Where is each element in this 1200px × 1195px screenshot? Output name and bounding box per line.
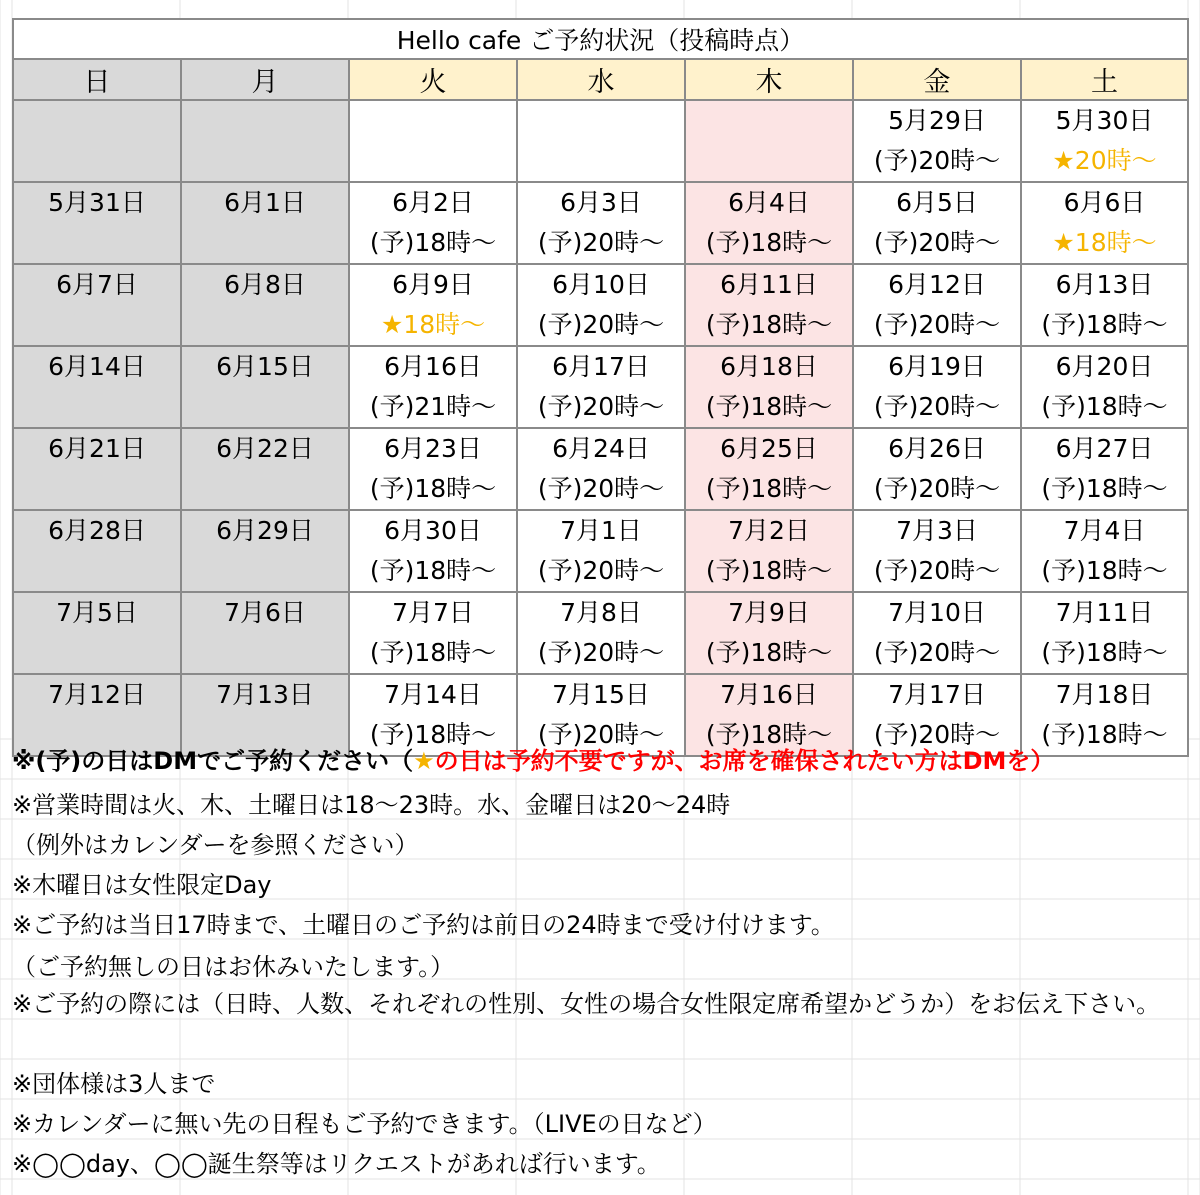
- day-date: 6月25日: [720, 434, 818, 463]
- reservation-time: (予)18時～: [1041, 392, 1168, 421]
- day-cell: [685, 346, 853, 428]
- day-cell: [13, 100, 181, 182]
- note-business-hours: ※営業時間は火、木、土曜日は18～23時。水、金曜日は20～24時: [12, 791, 731, 819]
- day-date: 6月18日: [720, 352, 818, 381]
- weekday-header: 木: [685, 59, 853, 100]
- day-cell: [181, 510, 349, 592]
- note-text: ※(予)の日はDMでご予約ください（: [12, 747, 414, 775]
- day-date: 7月6日: [224, 598, 306, 627]
- reservation-time: (予)18時～: [369, 638, 497, 667]
- day-date: 6月24日: [552, 434, 650, 463]
- note-exceptions: （例外はカレンダーを参照ください）: [12, 831, 419, 859]
- reservation-time: [14, 551, 180, 591]
- day-date: 6月29日: [216, 516, 314, 545]
- reservation-time: [686, 141, 852, 181]
- day-date: 7月12日: [48, 680, 146, 709]
- day-date: 6月26日: [888, 434, 986, 463]
- day-cell: [853, 264, 1021, 346]
- day-cell: [349, 264, 517, 346]
- day-cell: [1021, 264, 1188, 346]
- reservation-time: [14, 633, 180, 673]
- reservation-time: (予)20時～: [873, 392, 1001, 421]
- note-ladies-day: ※木曜日は女性限定Day: [12, 871, 272, 899]
- week-row: [13, 346, 1188, 428]
- reservation-time: [182, 141, 348, 181]
- weekday-header: 金: [853, 59, 1021, 100]
- weekday-header: 土: [1021, 59, 1188, 100]
- note-reservation-dm: [12, 741, 1187, 776]
- day-cell: [349, 428, 517, 510]
- day-date: 6月28日: [48, 516, 146, 545]
- weekday-header: 日: [13, 59, 181, 100]
- week-row: [13, 592, 1188, 674]
- day-date: 6月15日: [216, 352, 314, 381]
- reservation-time: (予)18時～: [369, 228, 497, 257]
- day-cell: [685, 182, 853, 264]
- day-cell: [685, 592, 853, 674]
- day-date: 6月30日: [384, 516, 482, 545]
- day-cell: [181, 100, 349, 182]
- reservation-time: [182, 551, 348, 591]
- day-date: 6月21日: [48, 434, 146, 463]
- day-cell: [13, 264, 181, 346]
- reservation-time: [14, 141, 180, 181]
- day-cell: [1021, 592, 1188, 674]
- day-cell: [349, 346, 517, 428]
- day-cell: [517, 182, 685, 264]
- week-row: [13, 428, 1188, 510]
- reservation-time: (予)20時～: [537, 638, 665, 667]
- day-date: 6月22日: [216, 434, 314, 463]
- day-cell: [517, 428, 685, 510]
- day-cell: [13, 510, 181, 592]
- day-date: 6月8日: [224, 270, 306, 299]
- day-date: 7月7日: [392, 598, 474, 627]
- day-date: 7月16日: [720, 680, 818, 709]
- day-date: 6月9日: [392, 270, 474, 299]
- day-date: 7月14日: [384, 680, 482, 709]
- page-title: Hello cafe ご予約状況（投稿時点）: [13, 19, 1188, 59]
- day-cell: [181, 592, 349, 674]
- reservation-time: (予)20時～: [873, 638, 1001, 667]
- day-date: 6月27日: [1055, 434, 1154, 463]
- note-group-size: ※団体様は3人まで: [12, 1070, 216, 1098]
- day-date: [350, 101, 516, 141]
- day-date: 7月9日: [728, 598, 810, 627]
- week-row: [13, 510, 1188, 592]
- reservation-time: [182, 305, 348, 345]
- reservation-time: (予)20時～: [537, 556, 665, 585]
- day-date: 6月2日: [392, 188, 474, 217]
- day-date: 6月3日: [560, 188, 642, 217]
- note-booking-info: ※ご予約の際には（日時、人数、それぞれの性別、女性の場合女性限定席希望かどうか）をお伝え下さい。: [12, 990, 1161, 1018]
- walk-in-time: ★18時～: [1052, 228, 1157, 257]
- reservation-time: (予)20時～: [537, 392, 665, 421]
- day-cell: [685, 428, 853, 510]
- day-date: 7月8日: [560, 598, 642, 627]
- day-cell: [181, 346, 349, 428]
- weekday-header: 水: [517, 59, 685, 100]
- day-cell: [853, 182, 1021, 264]
- calendar-body: [13, 100, 1188, 756]
- reservation-time: (予)20時～: [537, 228, 665, 257]
- reservation-time: [182, 223, 348, 263]
- day-date: 6月1日: [224, 188, 306, 217]
- reservation-time: (予)18時～: [1041, 310, 1168, 339]
- day-cell: [1021, 182, 1188, 264]
- reservation-time: (予)18時～: [369, 556, 497, 585]
- day-cell: [517, 592, 685, 674]
- day-date: 6月12日: [888, 270, 986, 299]
- note-requests: ※◯◯day、◯◯誕生祭等はリクエストがあれば行います。: [12, 1150, 661, 1178]
- reservation-time: [182, 469, 348, 509]
- day-date: 6月20日: [1055, 352, 1154, 381]
- day-date: 7月5日: [56, 598, 138, 627]
- day-date: 6月23日: [384, 434, 482, 463]
- day-date: 6月19日: [888, 352, 986, 381]
- note-deadline: ※ご予約は当日17時まで、土曜日のご予約は前日の24時まで受け付けます。: [12, 911, 835, 939]
- reservation-time: (予)18時～: [369, 474, 497, 503]
- reservation-time: (予)20時～: [873, 228, 1001, 257]
- day-cell: [349, 592, 517, 674]
- day-cell: [517, 264, 685, 346]
- reservation-time: [182, 633, 348, 673]
- reservation-time: (予)20時～: [873, 556, 1001, 585]
- day-date: [182, 101, 348, 141]
- day-cell: [181, 182, 349, 264]
- reservation-time: [518, 141, 684, 181]
- reservation-time: (予)18時～: [705, 638, 833, 667]
- day-date: 6月14日: [48, 352, 146, 381]
- weekday-header: 火: [349, 59, 517, 100]
- week-row: [13, 182, 1188, 264]
- walk-in-time: ★18時～: [380, 310, 486, 339]
- reservation-time: [182, 387, 348, 427]
- day-cell: [517, 100, 685, 182]
- reservation-time: (予)18時～: [1041, 720, 1168, 749]
- day-cell: [853, 510, 1021, 592]
- note-text-red: の日は予約不要ですが、お席を確保されたい方はDMを）: [434, 747, 1055, 775]
- day-date: 6月4日: [728, 188, 810, 217]
- day-cell: [349, 100, 517, 182]
- day-date: 7月15日: [552, 680, 650, 709]
- reservation-calendar: [12, 18, 1189, 757]
- reservation-time: (予)20時～: [873, 146, 1001, 175]
- day-cell: [853, 346, 1021, 428]
- reservation-time: (予)18時～: [1041, 556, 1168, 585]
- reservation-time: (予)18時～: [705, 310, 833, 339]
- day-cell: [1021, 510, 1188, 592]
- star-icon: ★: [413, 747, 435, 775]
- reservation-time: [14, 223, 180, 263]
- reservation-time: (予)20時～: [537, 474, 665, 503]
- day-cell: [13, 346, 181, 428]
- day-cell: [1021, 346, 1188, 428]
- reservation-time: (予)18時～: [1041, 638, 1168, 667]
- day-date: 7月4日: [1063, 516, 1146, 545]
- day-cell: [1021, 100, 1188, 182]
- reservation-time: (予)18時～: [369, 720, 497, 749]
- reservation-time: [14, 387, 180, 427]
- day-cell: [853, 592, 1021, 674]
- day-date: [686, 101, 852, 141]
- day-date: 7月11日: [1055, 598, 1154, 627]
- day-date: [518, 101, 684, 141]
- reservation-time: (予)18時～: [705, 556, 833, 585]
- day-cell: [853, 428, 1021, 510]
- note-closed-days: （ご予約無しの日はお休みいたします。）: [12, 953, 455, 981]
- day-cell: [853, 100, 1021, 182]
- day-cell: [517, 346, 685, 428]
- reservation-time: (予)21時～: [369, 392, 497, 421]
- day-date: 7月1日: [560, 516, 642, 545]
- day-date: 7月18日: [1055, 680, 1154, 709]
- day-cell: [685, 264, 853, 346]
- day-date: 7月10日: [888, 598, 986, 627]
- walk-in-time: ★20時～: [1052, 146, 1157, 175]
- day-date: 7月2日: [728, 516, 810, 545]
- day-date: 6月11日: [720, 270, 818, 299]
- day-date: 6月13日: [1055, 270, 1154, 299]
- day-date: 6月16日: [384, 352, 482, 381]
- day-cell: [349, 182, 517, 264]
- reservation-time: (予)20時～: [873, 474, 1001, 503]
- day-cell: [685, 100, 853, 182]
- week-row: [13, 100, 1188, 182]
- day-date: 6月17日: [552, 352, 650, 381]
- reservation-time: [350, 141, 516, 181]
- day-cell: [181, 264, 349, 346]
- day-date: 6月6日: [1063, 188, 1146, 217]
- day-date: 7月3日: [896, 516, 978, 545]
- day-date: 6月7日: [56, 270, 138, 299]
- week-row: [13, 264, 1188, 346]
- reservation-time: (予)18時～: [705, 228, 833, 257]
- reservation-time: (予)18時～: [1041, 474, 1168, 503]
- day-cell: [349, 510, 517, 592]
- day-cell: [685, 510, 853, 592]
- reservation-time: (予)20時～: [537, 720, 665, 749]
- day-date: 5月29日: [888, 106, 986, 135]
- day-date: 6月10日: [552, 270, 650, 299]
- day-cell: [181, 428, 349, 510]
- reservation-time: (予)18時～: [705, 392, 833, 421]
- reservation-time: (予)20時～: [873, 310, 1001, 339]
- day-cell: [13, 428, 181, 510]
- reservation-time: (予)18時～: [705, 474, 833, 503]
- day-date: 6月5日: [896, 188, 978, 217]
- day-cell: [13, 182, 181, 264]
- reservation-time: (予)20時～: [537, 310, 665, 339]
- day-date: 5月31日: [48, 188, 146, 217]
- reservation-time: (予)20時～: [873, 720, 1001, 749]
- reservation-time: (予)18時～: [705, 720, 833, 749]
- reservation-time: [14, 469, 180, 509]
- weekday-header: 月: [181, 59, 349, 100]
- day-cell: [13, 592, 181, 674]
- day-date: 5月30日: [1055, 106, 1154, 135]
- reservation-time: [14, 305, 180, 345]
- day-date: 7月13日: [216, 680, 314, 709]
- note-future-dates: ※カレンダーに無い先の日程もご予約できます。（LIVEの日など）: [12, 1110, 717, 1138]
- day-date: [14, 101, 180, 141]
- day-cell: [1021, 428, 1188, 510]
- weekday-header-row: [13, 59, 1188, 100]
- day-cell: [517, 510, 685, 592]
- day-date: 7月17日: [888, 680, 986, 709]
